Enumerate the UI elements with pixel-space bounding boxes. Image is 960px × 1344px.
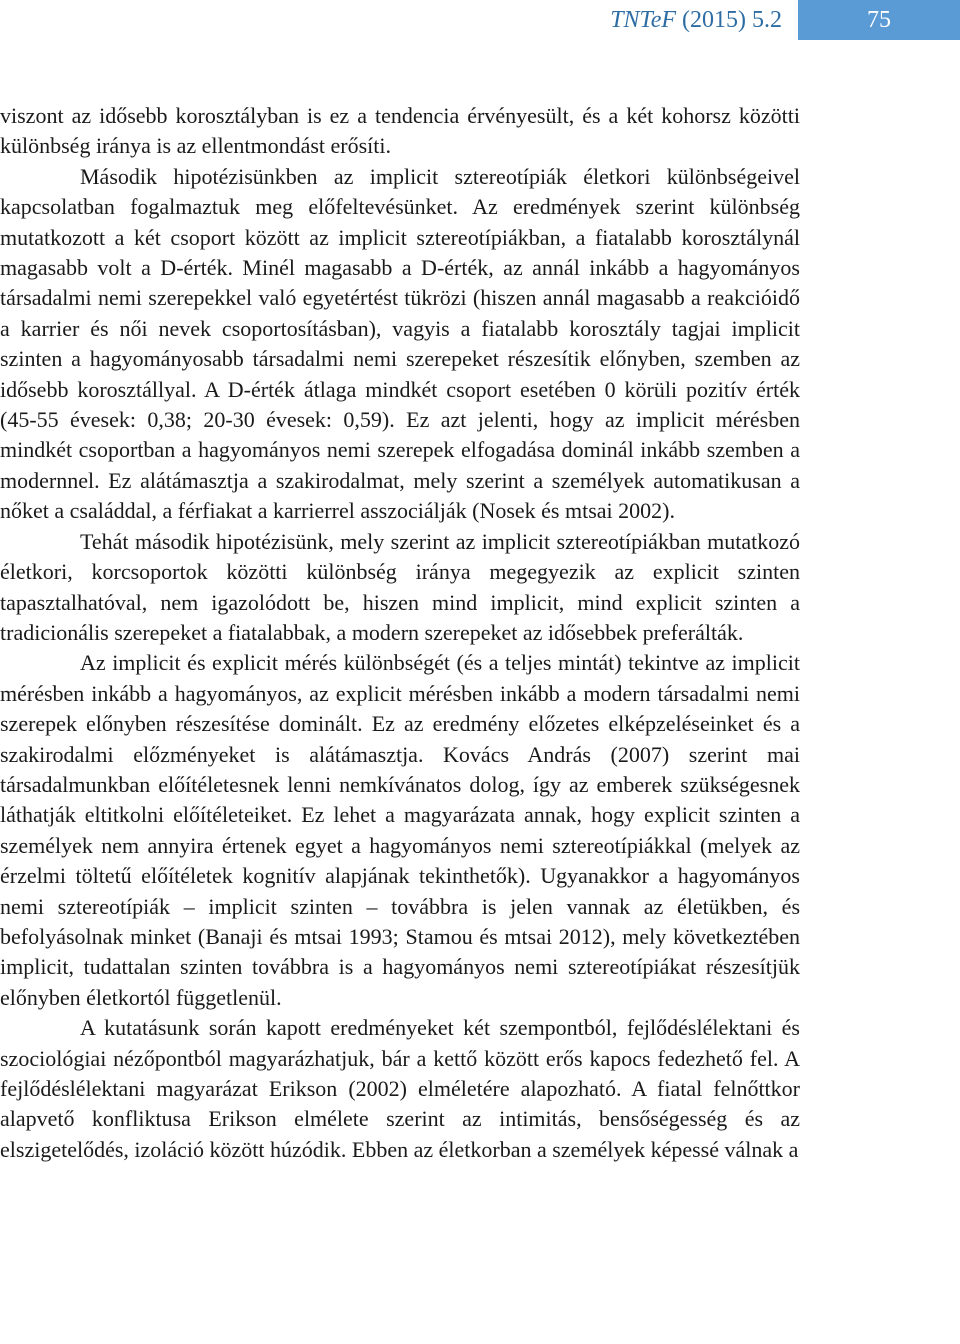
paragraph-interpretation: A kutatásunk során kapott eredményeket két szempontból, fejlődéslélektani és szociológiai nézőpontból magyarázhatjuk, bár a kettő között erős kapocs fedezhető fel. A fejlődéslélektani magyarázat Erikson (2002) elméletére alapozható. A fiatal felnőttkor alapvető konfliktusa Erikson elmélete szerint az intimitás, bensőségesség és az elszigetelődés, izoláció között húzódik. Ebben az életkorban a személyek képessé válnak a: [0, 1015, 800, 1162]
page-number: 75: [798, 0, 960, 40]
journal-issue: (2015) 5.2: [682, 7, 782, 33]
paragraph-continuation: viszont az idősebb korosztályban is ez a tendencia érvényesült, és a két kohorsz közötti különbség iránya is az ellentmondást erősíti.: [0, 103, 800, 159]
paragraph-implicit-explicit: Az implicit és explicit mérés különbségét (és a teljes mintát) tekintve az implicit mérésben inkább a hagyományos, az explicit mérésben inkább a modern társadalmi nemi szerepek előnyben részesítése dominált. Ez az eredmény előzetes elképzeléseinket és a szakirodalmi előzményeket is alátámasztja. Kovács András (2007) szerint mai társadalmunkban előítéletesnek lenni nemkívánatos dolog, így az emberek szükségesnek láthatják eltitkolni előítéleteiket. Ez lehet a magyarázata annak, hogy explicit szinten a személyek nem annyira értenek egyet a hagyományos nemi sztereotípiákkal (melyek az érzelmi töltetű előítéletek kognitív alapjának tekinthetők). Ugyanakkor a hagyományos nemi sztereotípiák – implicit szinten – továbbra is jelen vannak az életükben, és befolyásolnak minket (Banaji és mtsai 1993; Stamou és mtsai 2012), mely következtében implicit, tudattalan szinten továbbra is a hagyományos nemi sztereotípiákat részesítjük előnyben életkortól függetlenül.: [0, 650, 800, 1010]
page-header: [0, 0, 960, 40]
paragraph-hypothesis-conclusion: Tehát második hipotézisünk, mely szerint az implicit sztereotípiákban mutatkozó életkori, korcsoportok közötti különbség iránya megegyezik az explicit szinten tapasztalhatóval, nem igazolódott be, hiszen mind implicit, mind explicit szinten a tradicionális szerepeket a fiatalabbak, a modern szerepeket az idősebbek preferálták.: [0, 528, 800, 645]
journal-reference: [610, 4, 782, 36]
article-body: [0, 101, 800, 1165]
journal-name: TNTeF: [610, 7, 677, 33]
paragraph-second-hypothesis: Második hipotézisünkben az implicit sztereotípiák életkori különbségeivel kapcsolatban fogalmaztuk meg előfeltevésünket. Az eredmények szerint különbség mutatkozott a két csoport között az implicit sztereotípiákban, a fiatalabb korosztálynál magasabb volt a D-érték. Minél magasabb a D-érték, az annál inkább a hagyományos társadalmi nemi szerepekkel való egyetértést tükrözi (hiszen annál magasabb a reakcióidő a karrier és női nevek csoportosításban), vagyis a fiatalabb korosztály tagjai implicit szinten a hagyományosabb társadalmi nemi szerepeket részesítik előnyben, szemben az idősebb korosztállyal. A D-érték átlaga mindkét csoport esetében 0 körüli pozitív érték (45-55 évesek: 0,38; 20-30 évesek: 0,59). Ez azt jelenti, hogy az implicit mérésben mindkét csoportban a hagyományos nemi szerepek elfogadása dominál inkább szemben a modernnel. Ez alátámasztja a szakirodalmat, mely szerint a személyek automatikusan a nőket a családdal, a férfiakat a karrierrel asszociálják (Nosek és mtsai 2002).: [0, 163, 800, 524]
